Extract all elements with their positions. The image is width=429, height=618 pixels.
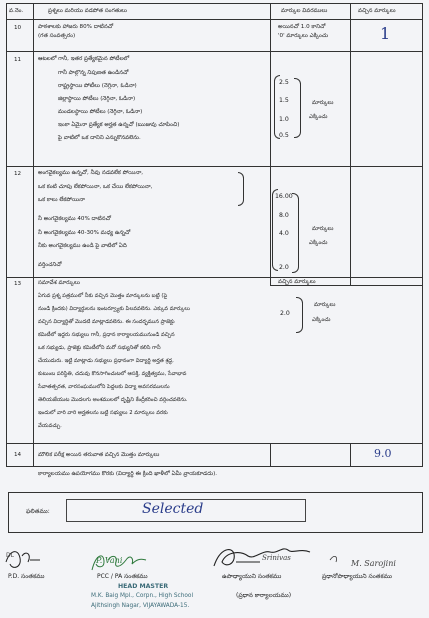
row11-mark-value: 0.5 <box>279 132 289 139</box>
row13-line: చేయుదురు. ఇట్టి మాట్లాడు సభ్యులు ప్రధానంగా విద్యార్థి అర్హత శ్రద్ధ, <box>38 358 174 364</box>
pd-signature-name: DL <box>6 552 14 559</box>
row10-question-line2: (గత సంవత్సరం) <box>38 33 76 39</box>
row13-line: వచ్చిన విద్యార్థితో మొదటి మాట్లాడవలెను. ఈ సందర్భమున ప్రాజెక్టు <box>38 319 175 325</box>
row13-number: 13 <box>14 281 22 287</box>
hm-signature-name: Srinivas <box>262 554 291 562</box>
row14-text: మౌలిక పరీక్ష అయిన తరువాత వచ్చిన మొత్తం మార్కులు <box>38 452 160 458</box>
evaluation-table <box>6 3 423 467</box>
row12-mark-value: 16.00 <box>275 193 293 200</box>
row11-line: జిల్లాస్థాయి పోటీలు (నెగ్గినా, ఓడినా) <box>58 96 136 102</box>
row12-mark-value: 8.0 <box>279 212 289 219</box>
sarojini-signature-name: M. Sarojini <box>351 559 396 568</box>
row11-mark-value: 1.5 <box>279 97 289 104</box>
row12-mark-label2: ఎక్కించు <box>309 240 328 246</box>
row13-title-right: వచ్చిన మార్కులు <box>278 279 316 285</box>
pd-signature-label: P.D. సంతకము <box>8 573 45 580</box>
row13-line: ఇందులో వారి వారి అర్హతలను బట్టి సభ్యులు 2 మార్కులు వరకు <box>38 410 168 416</box>
row14-number: 14 <box>14 452 22 458</box>
row12-mark-value: 4.0 <box>279 230 289 237</box>
row11-mark-label1: మార్కులు <box>312 100 334 106</box>
teacher-signature-label: ఉపాధ్యాయుని సంతకము <box>222 573 282 580</box>
row11-line: ఆటలలో గానీ, ఇతర ప్రత్యేకమైన పోటీలలో <box>38 56 130 62</box>
row12-number: 12 <box>14 171 22 177</box>
row12-line: ఒక కాలు లేకపోయినా <box>38 197 85 203</box>
result-value: Selected <box>142 501 204 517</box>
row12-line: ఒక కంటి చూపు లేకపోయినా, ఒక చేయి లేకపోయినా, <box>38 184 153 190</box>
row13-line: ఏగువ ప్రశ్న పత్రములో నీకు వచ్చిన మొత్తం మార్కులను బట్టి (పై <box>38 293 168 299</box>
pcc-signature-label: PCC / PA సంతకము <box>97 573 148 580</box>
row11-mark-value: 2.5 <box>279 79 289 86</box>
row11-mark-value: 1.0 <box>279 116 289 123</box>
row11-line: రాష్ట్రస్థాయి పోటీలు (నెగ్గినా, ఓడినా) <box>58 83 137 89</box>
hm-stamp-title: HEAD MASTER <box>118 583 169 590</box>
row13-mark-label2: ఎక్కించు <box>312 317 331 323</box>
row13-line: తెలియజేయుట మొదలగు అంశములలో దృష్టిని కేంద్రీకరించి వర్గించవలెను. <box>38 397 188 403</box>
row14-total-score: 9.0 <box>374 447 392 460</box>
row11-line: ఇంకా ఏమైనా ప్రత్యేక అర్హత ఉన్నచో (ఋజువు చూపించి) <box>58 122 180 128</box>
row13-line: వేయవచ్చు. <box>38 423 62 429</box>
row12-line: నీ అంగవైకల్యము 40-30% మధ్య ఉన్నచో <box>38 230 131 236</box>
row13-line: కుటుంబ పరిస్థితి, చదువు కొనసాగించుటలో ఆసక్తి, వ్యక్తిత్వము, సేవాభావ <box>38 371 187 377</box>
row12-line: వర్తించనిచో <box>38 262 62 268</box>
row11-line: మండలస్థాయి పోటీలు (నెగ్గినా, ఓడినా) <box>58 109 143 115</box>
row13-line: కమిటీలో ఇద్దరు సభ్యులు గానీ, ప్రధాన కార్యాలయమునుండి వచ్చిన <box>38 332 175 338</box>
row12-mark-value: 2.0 <box>279 264 289 271</box>
row11-number: 11 <box>14 57 22 63</box>
row10-marks-line1: అయినచో 1.0 కానిచో <box>278 24 326 30</box>
pcc-signature-name: P. Vani <box>96 556 123 565</box>
row11-mark-label2: ఎక్కించు <box>309 114 328 120</box>
row13-line: ఒక సభ్యుడు, ప్రాజెక్టు కమిటీలోని మరో సభ్యునితో కలిసి గానీ <box>38 345 161 351</box>
row11-line: గానీ పాల్గొన్న నిపుణత ఉండినచో <box>58 70 129 76</box>
result-label: ఫలితము: <box>26 508 50 515</box>
header-col-number: వ.నెం. <box>9 8 24 14</box>
head-office-label: (ప్రధాన కార్యాలయము) <box>236 592 292 599</box>
hm-stamp-school: M.K. Baig Mpl., Corpn., High School <box>91 593 194 599</box>
row10-marks-line2: '0' మార్కులు ఎక్కించు <box>278 33 329 39</box>
row13-mark-value: 2.0 <box>280 310 290 317</box>
header-col-questions: ప్రశ్నలు మరియు వడపోత సంగతులు <box>48 8 127 14</box>
office-use-note: కార్యాలయము ఉపయోగము కొరకు (విద్యార్థి ఈ క్రింది ఖాళీలో ఏమీ వ్రాయకూడదు). <box>38 471 218 477</box>
row12-line: నీకు అంగవైకల్యము ఉండి పై వాటిలో ఏది <box>38 243 127 249</box>
row12-line: నీ అంగవైకల్యము 40% దాటినచో <box>38 216 111 222</box>
row11-line: పై వాటిలో ఒక దానిని ఎన్నుకొనవలెను. <box>58 135 141 141</box>
hm-stamp-place: Ajithsingh Nagar, VIJAYAWADA-15. <box>91 603 190 609</box>
row13-line: సేవాతత్పరత, వారసంఘములోని పెద్దలకు విద్యా అవసరములను <box>38 384 170 390</box>
header-col-marks-obtained: వచ్చిన మార్కులు <box>358 8 396 14</box>
row10-score: 1 <box>380 24 391 43</box>
headmaster-signature-label: ప్రధానోపాధ్యాయుని సంతకము <box>322 573 393 580</box>
row10-number: 10 <box>14 25 22 31</box>
row10-question-line1: పాఠశాలకు హాజరు 80% దాటినచో <box>38 24 114 30</box>
row13-line: నుండి క్రిందకు) విద్యార్థులను ఇంటర్వ్యూకు పిలవవలెను. ఎక్కువ మార్కులు <box>38 306 190 312</box>
row13-mark-label1: మార్కులు <box>314 302 336 308</box>
header-col-marks-detail: మార్కుల వివరములు <box>281 8 328 14</box>
row12-mark-label1: మార్కులు <box>312 226 334 232</box>
row13-title: సమావేశ మార్కులు <box>38 280 80 286</box>
row12-line: అంగవైకల్యము ఉన్నచో, నీవు నడవలేక పోయినా, <box>38 170 144 176</box>
